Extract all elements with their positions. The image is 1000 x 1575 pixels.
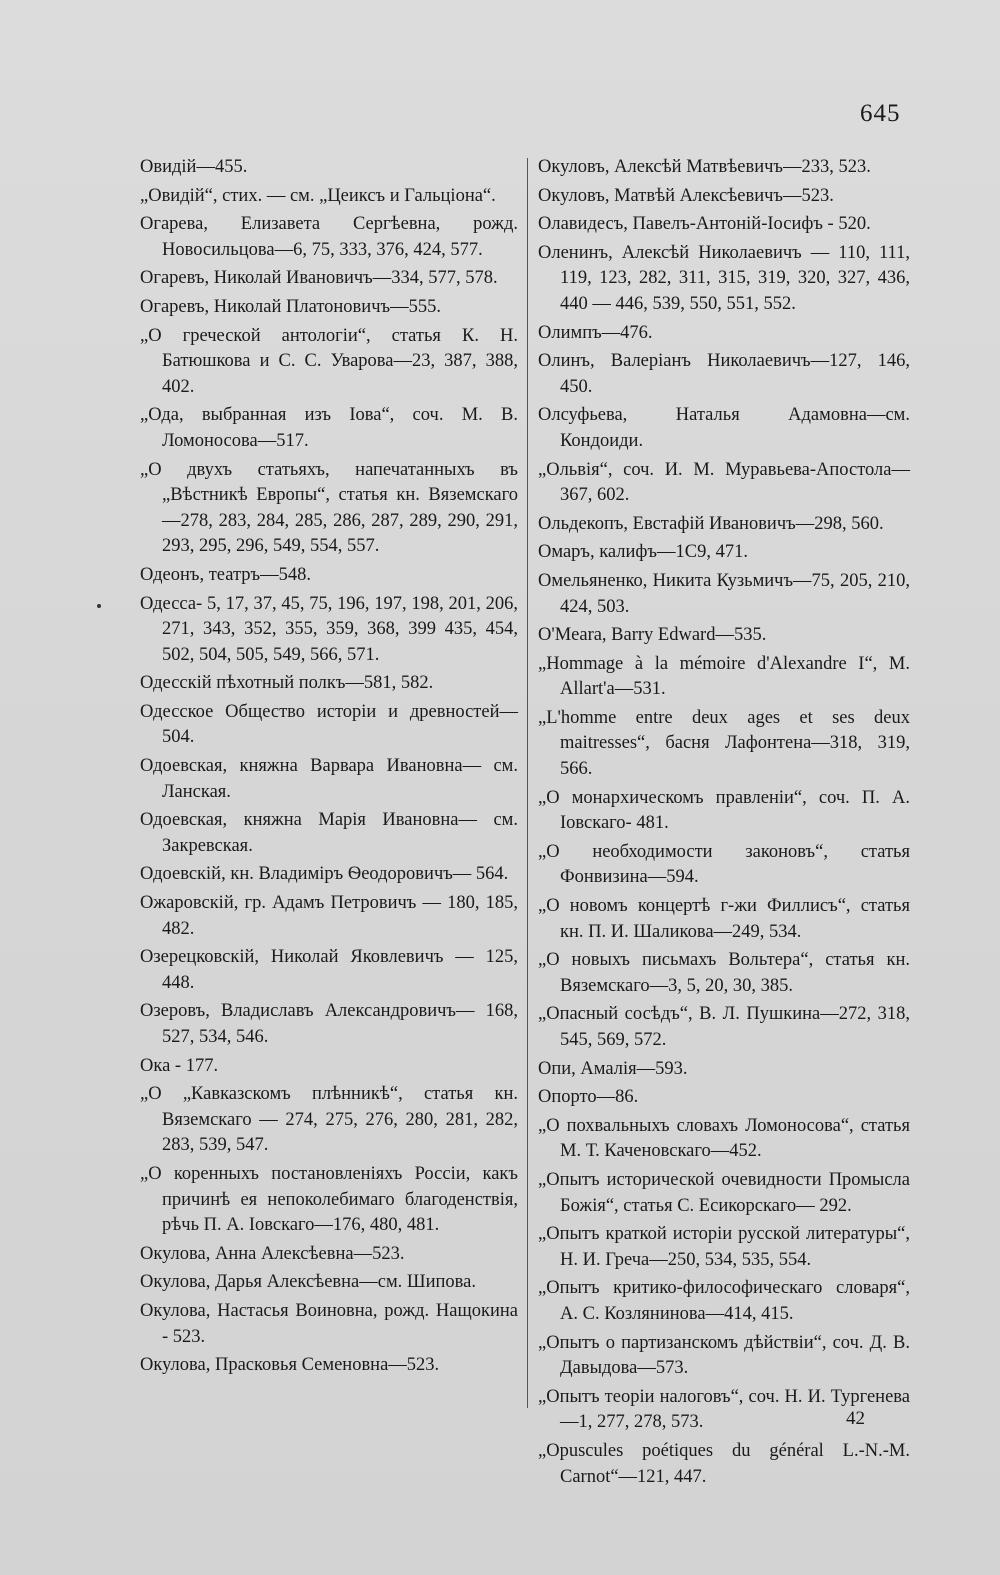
print-speck [97, 604, 101, 608]
index-entry: „О „Кавказскомъ плѣнникѣ“, статья кн. Вяземскаго — 274, 275, 276, 280, 281, 282, 283, 539, 547. [140, 1084, 518, 1156]
index-entry: Окулова, Прасковья Семеновна—523. [140, 1355, 440, 1376]
index-entry: „Овидій“, стих. — см. „Цеиксъ и Гальціона“. [140, 185, 496, 206]
index-entry: Олсуфьева, Наталья Адамовна—см. Кондоиди. [538, 405, 910, 451]
index-entry: Одесское Общество исторіи и древностей—504. [140, 701, 518, 748]
index-entry: „О новомъ концертѣ г-жи Филлисъ“, статья кн. П. И. Шаликова—249, 534. [538, 896, 910, 942]
index-entry: „Опытъ критико-философическаго словаря“, А. С. Козлянинова—414, 415. [538, 1278, 910, 1324]
index-entry: Ольдекопъ, Евстафій Ивановичъ—298, 560. [538, 513, 884, 534]
index-entry: Окуловъ, Алексѣй Матвѣевичъ—233, 523. [538, 157, 871, 177]
index-entry: „Opuscules poétiques du général L.-N.-M. Carnot“—121, 447. [538, 1440, 910, 1487]
index-entry: „О похвальныхъ словахъ Ломоносова“, статья М. Т. Каченовскаго—452. [538, 1115, 910, 1162]
index-entry: Огарева, Елизавета Сергѣевна, рожд. Новосильцова—6, 75, 333, 376, 424, 577. [140, 214, 518, 260]
index-entry: O'Meara, Barry Edward—535. [538, 625, 767, 646]
index-entry: Одеонъ, театръ—548. [140, 564, 311, 585]
index-entry: Одоевская, княжна Марія Ивановна— см. Закревская. [140, 810, 518, 856]
index-entry: Опорто—86. [538, 1087, 639, 1108]
index-entry: „О коренныхъ постановленіяхъ Россіи, какъ причинѣ ея непоколебимаго благоденствія, рѣчь П. А. Іовскаго—176, 480, 481. [140, 1163, 518, 1236]
index-entry: Оленинъ, Алексѣй Николаевичъ — 110, 111, 119, 123, 282, 311, 315, 319, 320, 327, 436, 440 — 446, 539, 550, 551, 552. [538, 242, 910, 314]
index-entry: „О монархическомъ правленіи“, соч. П. А. Іовскаго- 481. [538, 787, 910, 834]
index-entry: Озеровъ, Владиславъ Александровичъ— 168, 527, 534, 546. [140, 1001, 518, 1047]
index-entry: „Ольвія“, соч. И. М. Муравьева-Апостола—367, 602. [538, 459, 910, 506]
index-entry: „Опытъ теоріи налоговъ“, соч. Н. И. Тургенева—1, 277, 278, 573. [538, 1386, 910, 1433]
index-column-right [538, 155, 910, 1493]
index-entry: Огаревъ, Николай Ивановичъ—334, 577, 578. [140, 268, 498, 289]
index-entry: Озерецковскій, Николай Яковлевичъ — 125, 448. [140, 947, 518, 993]
index-entry: Ока - 177. [140, 1055, 219, 1076]
index-entry: Олинъ, Валеріанъ Николаевичъ—127, 146, 450. [538, 351, 910, 397]
index-entry: „Опытъ о партизанскомъ дѣйствіи“, соч. Д. В. Давыдова—573. [538, 1332, 910, 1379]
index-entry: Олимпъ—476. [538, 322, 653, 343]
index-entry: Огаревъ, Николай Платоновичъ—555. [140, 296, 441, 317]
index-entry: „Опытъ исторической очевидности Промысла Божія“, статья С. Есикорскаго— 292. [538, 1169, 910, 1216]
index-entry: Одоевскій, кн. Владиміръ Ѳеодоровичъ— 564. [140, 864, 509, 885]
column-divider [527, 158, 528, 1408]
index-entry: Ожаровскій, гр. Адамъ Петровичъ — 180, 185, 482. [140, 893, 518, 939]
index-entry: Окулова, Дарья Алексѣевна—см. Шипова. [140, 1272, 476, 1293]
page-number: 645 [860, 100, 901, 127]
index-entry: Окулова, Анна Алексѣевна—523. [140, 1243, 405, 1264]
index-entry: Окуловъ, Матвѣй Алексѣевичъ—523. [538, 185, 834, 206]
index-entry: Овидій—455. [140, 157, 248, 177]
index-entry: Олавидесъ, Павелъ-Антоній-Іосифъ - 520. [538, 214, 871, 235]
index-entry: Одоевская, княжна Варвара Ивановна— см. Ланская. [140, 756, 518, 802]
index-entry: Одесса- 5, 17, 37, 45, 75, 196, 197, 198, 201, 206, 271, 343, 352, 355, 359, 368, 399 435, 454, 502, 504, 505, 549, 566, 571. [140, 593, 518, 665]
index-entry: Опи, Амалія—593. [538, 1058, 688, 1079]
index-entry: Омельяненко, Никита Кузьмичъ—75, 205, 210, 424, 503. [538, 570, 910, 617]
index-entry: „О двухъ статьяхъ, напечатанныхъ въ „Вѣстникѣ Европы“, статья кн. Вяземскаго—278, 283, 284, 285, 286, 287, 289, 290, 291, 293, 295, 296, 549, 554, 557. [140, 459, 518, 557]
index-entry: „О необходимости законовъ“, статья Фонвизина—594. [538, 841, 910, 888]
index-entry: „Опытъ краткой исторіи русской литературы“, Н. И. Греча—250, 534, 535, 554. [538, 1224, 910, 1270]
index-entry: „L'homme entre deux ages et ses deux maitresses“, басня Лафонтена—318, 319, 566. [538, 707, 910, 780]
index-entry: „Hommage à la mémoire d'Alexandre I“, M. Allart'a—531. [538, 653, 910, 700]
index-entry: Одесскій пѣхотный полкъ—581, 582. [140, 673, 434, 694]
index-entry: Окулова, Настасья Воиновна, рожд. Нащокина - 523. [140, 1300, 518, 1347]
index-entry: „О новыхъ письмахъ Вольтера“, статья кн. Вяземскаго—3, 5, 20, 30, 385. [538, 950, 910, 996]
index-entry: „Ода, выбранная изъ Іова“, соч. М. В. Ломоносова—517. [140, 405, 518, 451]
index-entry: „Опасный сосѣдъ“, В. Л. Пушкина—272, 318, 545, 569, 572. [538, 1004, 910, 1050]
printer-signature: 42 [846, 1408, 865, 1429]
index-column-left [140, 155, 518, 1382]
index-entry: Омаръ, калифъ—1С9, 471. [538, 542, 748, 563]
index-entry: „О греческой антологіи“, статья К. Н. Батюшкова и С. С. Уварова—23, 387, 388, 402. [140, 325, 518, 397]
